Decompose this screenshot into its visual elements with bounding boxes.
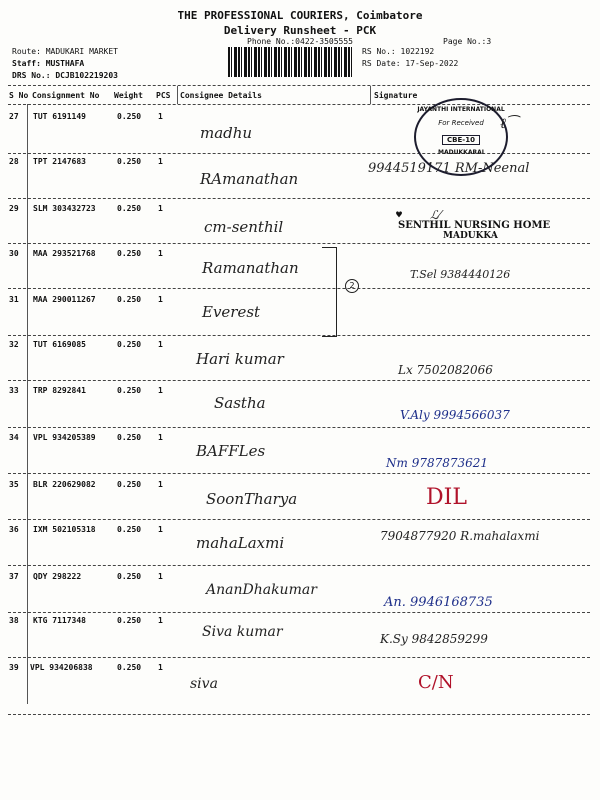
row-divider	[8, 519, 590, 520]
row-consignee: AnanDhakumar	[206, 582, 317, 598]
nursing-signature-mark: ℒ⁄	[430, 208, 441, 222]
group-count-circle: 2	[345, 279, 359, 293]
nursing-home-place: MADUKKA	[443, 231, 498, 241]
row-signature: Lx 7502082066	[398, 363, 493, 377]
row-consignee: mahaLaxmi	[196, 534, 285, 552]
row-consignment: MAA 293521768	[33, 249, 96, 258]
row-weight: 0.250	[117, 433, 142, 442]
row-consignment: MAA 290011267	[33, 295, 96, 304]
row-consignee: Sastha	[214, 394, 266, 412]
row-pcs: 1	[158, 386, 163, 395]
row-sno: 29	[9, 204, 19, 213]
row-pcs: 1	[158, 295, 163, 304]
page-number: Page No.:3	[443, 37, 492, 46]
row-signature: 9944519171 RM-Neenal	[368, 161, 530, 176]
row-signature: V.Aly 9994566037	[400, 408, 510, 422]
row-weight: 0.250	[117, 525, 142, 534]
left-border	[27, 104, 28, 704]
col-consignee: Consignee Details	[180, 91, 262, 100]
row-sno: 32	[9, 340, 19, 349]
row-pcs: 1	[158, 157, 163, 166]
row-signature: K.Sy 9842859299	[380, 632, 488, 646]
row-sno: 36	[9, 525, 19, 534]
row-sno: 38	[9, 616, 19, 625]
row-signature: 7904877920 R.mahalaxmi	[380, 529, 540, 543]
row-sno: 30	[9, 249, 19, 258]
row-pcs: 1	[158, 616, 163, 625]
row-weight: 0.250	[117, 157, 142, 166]
stamp-code: CBE-10	[442, 135, 480, 145]
row-sno: 27	[9, 112, 19, 121]
col-weight: Weight	[114, 91, 143, 100]
stamp-mid-text: For Received	[438, 119, 484, 127]
row-pcs: 1	[158, 249, 163, 258]
row-weight: 0.250	[117, 386, 142, 395]
row-consignee: BAFFLes	[196, 442, 266, 460]
row-weight: 0.250	[117, 616, 142, 625]
col-pcs: PCS	[156, 91, 171, 100]
row-signature: DIL	[426, 485, 467, 510]
nursing-home-name: SENTHIL NURSING HOME	[398, 220, 551, 231]
row-sno: 35	[9, 480, 19, 489]
row-divider	[8, 427, 590, 428]
row-consignment: TPT 2147683	[33, 157, 86, 166]
row-signature: T.Sel 9384440126	[410, 268, 511, 281]
row-signature: C/N	[418, 672, 454, 693]
row-consignment: TUT 6169085	[33, 340, 86, 349]
row-weight: 0.250	[117, 249, 142, 258]
company-title: THE PROFESSIONAL COURIERS, Coimbatore	[177, 9, 423, 22]
row-divider	[8, 473, 590, 474]
row-consignee: Siva kumar	[202, 624, 283, 640]
row-divider	[8, 288, 590, 289]
route-label: Route: MADUKARI MARKET	[12, 47, 118, 56]
row-weight: 0.250	[117, 295, 142, 304]
row-consignment: QDY 298222	[33, 572, 82, 581]
barcode-image	[228, 47, 352, 77]
row-divider	[8, 380, 590, 381]
row-consignee: SoonTharya	[206, 490, 298, 508]
row-pcs: 1	[158, 525, 163, 534]
row-consignee: cm-senthil	[204, 218, 284, 236]
row-consignment: VPL 934206838	[30, 663, 93, 672]
row-pcs: 1	[158, 112, 163, 121]
row-sno: 33	[9, 386, 19, 395]
row-weight: 0.250	[117, 112, 142, 121]
row-sno: 34	[9, 433, 19, 442]
row-consignee: Ramanathan	[202, 259, 299, 277]
staff-label: Staff: MUSTHAFA	[12, 59, 85, 68]
row-divider	[8, 565, 590, 566]
group-bracket	[322, 247, 337, 337]
stamp-bottom-text: MADUKKARAI	[438, 149, 484, 156]
runsheet-subtitle: Delivery Runsheet - PCK	[223, 24, 377, 37]
row-divider	[8, 243, 590, 244]
row-pcs: 1	[158, 340, 163, 349]
row-divider	[8, 335, 590, 336]
row-weight: 0.250	[117, 204, 142, 213]
row-divider	[8, 657, 590, 658]
row-consignee: madhu	[200, 124, 253, 142]
row-pcs: 1	[158, 204, 163, 213]
col-signature: Signature	[374, 91, 418, 100]
col-consignment: Consignment No	[32, 91, 100, 100]
row-weight: 0.250	[117, 663, 142, 672]
row-pcs: 1	[158, 572, 163, 581]
col-sno: S No	[9, 91, 29, 100]
row-consignee: siva	[190, 676, 218, 692]
row-pcs: 1	[158, 480, 163, 489]
stamp-top-text: JAYANTHI INTERNATIONAL	[417, 106, 505, 113]
row-divider	[8, 714, 590, 715]
row-divider	[8, 198, 590, 199]
rs-number: RS No.: 1022192	[362, 47, 435, 56]
row-sno: 39	[9, 663, 19, 672]
row-weight: 0.250	[117, 572, 142, 581]
row-sno: 28	[9, 157, 19, 166]
row-pcs: 1	[158, 663, 163, 672]
row-divider	[8, 612, 590, 613]
consignee-border	[177, 86, 178, 104]
header-top-rule	[8, 85, 590, 86]
header-bottom-rule	[8, 104, 590, 105]
row-consignee: Hari kumar	[196, 350, 284, 368]
phone-number: Phone No.:0422-3505555	[247, 37, 353, 46]
row-weight: 0.250	[117, 340, 142, 349]
drs-number: DRS No.: DCJB102219203	[12, 71, 118, 80]
row-consignment: BLR 220629082	[33, 480, 96, 489]
row-consignment: SLM 303432723	[33, 204, 96, 213]
row-consignee: Everest	[202, 303, 261, 321]
row-consignment: TRP 8292841	[33, 386, 86, 395]
stamp-signature-mark: ℓ⁀	[500, 116, 518, 132]
row-consignment: VPL 934205389	[33, 433, 96, 442]
received-stamp	[414, 98, 508, 176]
row-consignment: KTG 7117348	[33, 616, 86, 625]
row-weight: 0.250	[117, 480, 142, 489]
row-signature: Nm 9787873621	[386, 456, 489, 470]
rs-date: RS Date: 17-Sep-2022	[362, 59, 459, 68]
row-consignment: TUT 6191149	[33, 112, 86, 121]
heart-mark-icon: ♥	[396, 210, 403, 221]
row-consignment: IXM 502105318	[33, 525, 96, 534]
row-pcs: 1	[158, 433, 163, 442]
nursing-home-stamp	[398, 220, 578, 241]
row-signature: An. 9946168735	[384, 595, 493, 610]
row-consignee: RAmanathan	[200, 170, 299, 188]
signature-border	[370, 86, 371, 104]
row-sno: 31	[9, 295, 19, 304]
row-sno: 37	[9, 572, 19, 581]
